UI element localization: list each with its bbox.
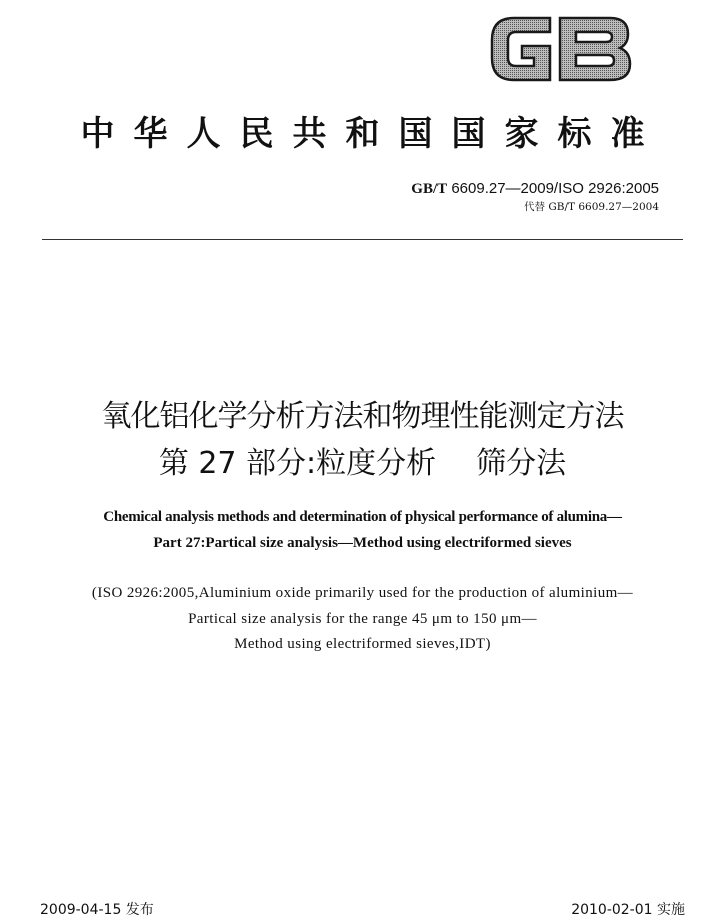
title-chinese-line-1: 氧化铝化学分析方法和物理性能测定方法: [101, 399, 624, 434]
title-chinese-method: 筛分法: [476, 446, 567, 481]
title-chinese-line-2: [0, 438, 725, 482]
standard-label: GB/T: [411, 181, 448, 197]
standard-number-value: 6609.27—2009/ISO 2926:2005: [451, 180, 659, 197]
gb-logo: [486, 10, 634, 86]
header-divider: [42, 239, 683, 240]
title-english-line-1: Chemical analysis methods and determination of physical performance of alumina—: [103, 509, 622, 525]
iso-reference-line-3: Method using electriformed sieves,IDT): [234, 636, 491, 652]
implementation-date: 2010-02-01 实施: [571, 902, 685, 918]
title-english-line-2: Part 27:Partical size analysis—Method using electriformed sieves: [153, 535, 572, 551]
title-chinese-part: 第 27 部分:粒度分析: [158, 446, 437, 481]
issue-date: 2009-04-15 发布: [40, 902, 154, 918]
iso-reference-line-1: (ISO 2926:2005,Aluminium oxide primarily used for the production of aluminium—: [91, 585, 634, 601]
replaces-note: 代替 GB/T 6609.27—2004: [524, 201, 659, 213]
issuing-organization: 中华人民共和国国家标准: [80, 114, 664, 154]
standard-number: [411, 180, 659, 198]
iso-reference-line-2: Partical size analysis for the range 45 μm to 150 μm—: [188, 611, 537, 627]
